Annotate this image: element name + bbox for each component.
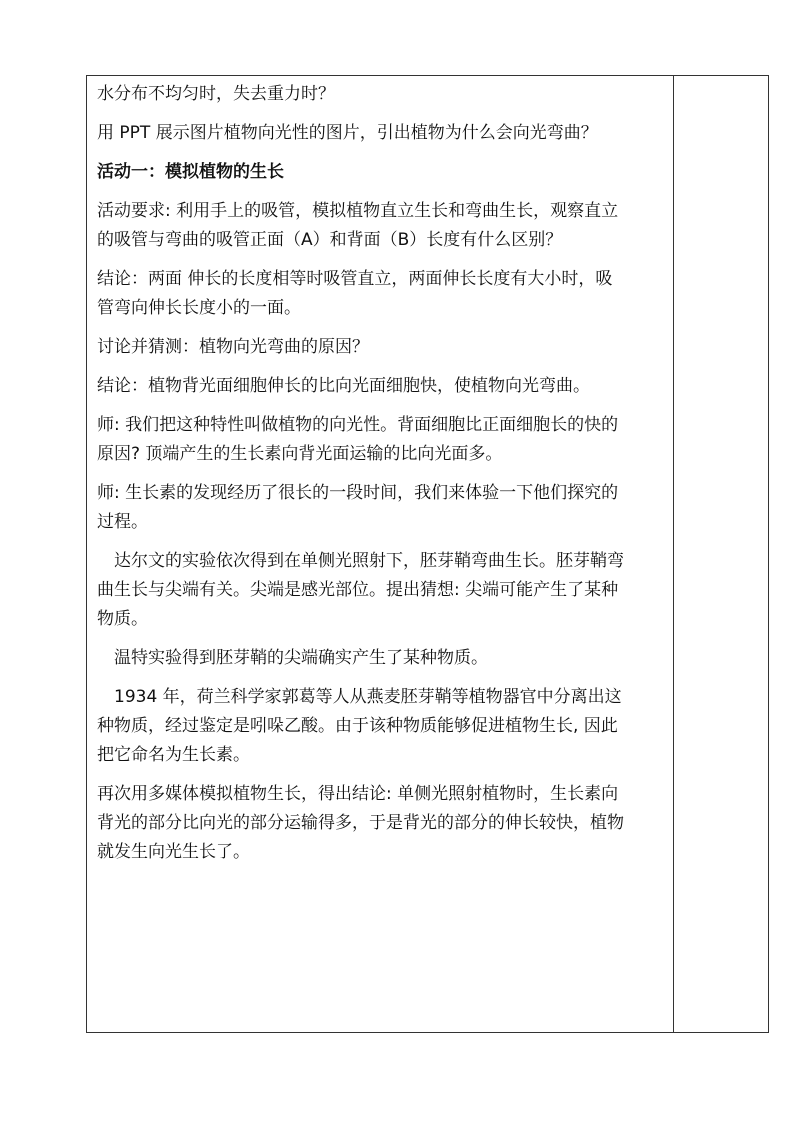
text-line: 讨论并猜测：植物向光弯曲的原因？ xyxy=(97,337,369,357)
text-line: 活动要求: 利用手上的吸管，模拟植物直立生长和弯曲生长，观察直立 xyxy=(97,201,619,221)
text-line: 达尔文的实验依次得到在单侧光照射下，胚芽鞘弯曲生长。胚芽鞘弯 xyxy=(114,551,624,571)
text-line: 就发生向光生长了。 xyxy=(97,842,250,862)
text-line: 管弯向伸长长度小的一面。 xyxy=(97,298,301,318)
lesson-table xyxy=(86,75,769,1033)
paragraph xyxy=(97,265,669,323)
lesson-content xyxy=(97,80,669,877)
text-line: 水分布不均匀时，失去重力时？ xyxy=(97,84,335,104)
paragraph xyxy=(97,547,669,634)
paragraph xyxy=(97,683,669,770)
text-line: 1934 年，荷兰科学家郭葛等人从燕麦胚芽鞘等植物器官中分离出这 xyxy=(114,687,622,707)
text-line: 把它命名为生长素。 xyxy=(97,745,250,765)
paragraph xyxy=(97,197,669,255)
text-line: 师: 生长素的发现经历了很长的一段时间，我们来体验一下他们探究的 xyxy=(97,483,619,503)
paragraph xyxy=(97,80,669,109)
paragraph xyxy=(97,479,669,537)
column-divider xyxy=(673,76,674,1032)
paragraph xyxy=(97,333,669,362)
text-line: 温特实验得到胚芽鞘的尖端确实产生了某种物质。 xyxy=(114,648,488,668)
text-line: 物质。 xyxy=(97,609,148,629)
text-line: 再次用多媒体模拟植物生长，得出结论: 单侧光照射植物时，生长素向 xyxy=(97,784,619,804)
text-line: 活动一：模拟植物的生长 xyxy=(97,162,284,182)
text-line: 结论：植物背光面细胞伸长的比向光面细胞快，使植物向光弯曲。 xyxy=(97,376,590,396)
paragraph xyxy=(97,411,669,469)
text-line: 用 PPT 展示图片植物向光性的图片，引出植物为什么会向光弯曲？ xyxy=(97,123,598,143)
text-line: 过程。 xyxy=(97,512,148,532)
text-line: 种物质，经过鉴定是吲哚乙酸。由于该种物质能够促进植物生长, 因此 xyxy=(97,716,618,736)
paragraph xyxy=(97,372,669,401)
paragraph xyxy=(97,119,669,148)
section-heading xyxy=(97,158,669,187)
paragraph xyxy=(97,780,669,867)
text-line: 师: 我们把这种特性叫做植物的向光性。背面细胞比正面细胞长的快的 xyxy=(97,415,619,435)
text-line: 结论：两面 伸长的长度相等时吸管直立，两面伸长长度有大小时，吸 xyxy=(97,269,613,289)
text-line: 原因? 顶端产生的生长素向背光面运输的比向光面多。 xyxy=(97,444,503,464)
text-line: 曲生长与尖端有关。尖端是感光部位。提出猜想: 尖端可能产生了某种 xyxy=(97,580,619,600)
text-line: 的吸管与弯曲的吸管正面（A）和背面（B）长度有什么区别？ xyxy=(97,230,563,250)
paragraph xyxy=(97,644,669,673)
text-line: 背光的部分比向光的部分运输得多，于是背光的部分的伸长较快，植物 xyxy=(97,813,624,833)
